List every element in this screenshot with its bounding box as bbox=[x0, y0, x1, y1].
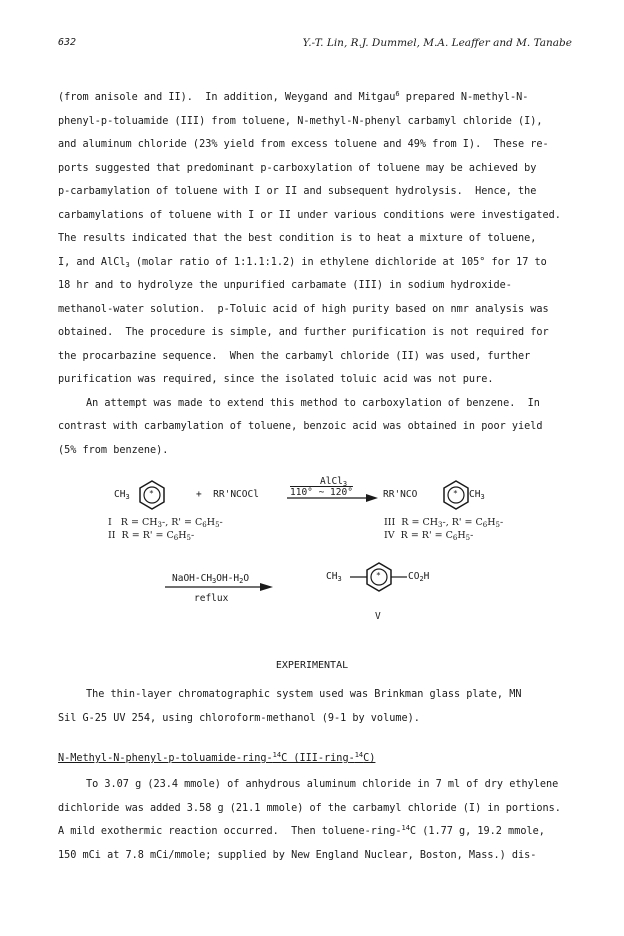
reflux-label: reflux bbox=[194, 593, 229, 604]
text-line: methanol-water solution. p-Toluic acid of high purity based on nmr analysis was bbox=[58, 303, 549, 315]
text-line: 18 hr and to hydrolyze the unpurified carbamate (III) in sodium hydroxide- bbox=[58, 280, 512, 291]
compound-I-definition: I $R = CH_3-$, $R' = C_6H_5-$ bbox=[108, 517, 223, 529]
final-methyl-label: $CH_3$ bbox=[326, 571, 342, 583]
compound-V-label: V bbox=[375, 611, 381, 622]
experimental-paragraph bbox=[58, 683, 574, 730]
product-methyl-label: $CH_3$ bbox=[469, 489, 485, 501]
text-line: the procarbazine sequence. When the carbamyl chloride (II) was used, further bbox=[58, 350, 531, 362]
product-ring-star-label: * bbox=[453, 489, 458, 498]
catalyst-label: AlCl$_3$ bbox=[320, 476, 348, 488]
text-line: An attempt was made to extend this method to carboxylation of benzene. In bbox=[86, 397, 540, 409]
temperature-label: 110° ~ 120° bbox=[290, 487, 353, 498]
text-line: ports suggested that predominant p-carboxylation of toluene may be achieved by bbox=[58, 162, 537, 174]
text-line: Sil G-25 UV 254, using chloroform-methanol (9-1 by volume). bbox=[58, 712, 420, 724]
text-line: p-carbamylation of toluene with I or II and subsequent hydrolysis. Hence, the bbox=[58, 186, 537, 197]
text-line: To 3.07 g (23.4 mmole) of anhydrous aluminum chloride in 7 ml of dry ethylene bbox=[86, 779, 559, 790]
compound-II-definition: II $R = R' = C_6H_5-$ bbox=[108, 530, 195, 542]
final-ring-star-label: * bbox=[376, 571, 381, 580]
text-line: (5% from benzene). bbox=[58, 444, 169, 456]
reaction-arrow-2 bbox=[165, 583, 273, 591]
page-header bbox=[58, 37, 572, 53]
text-line: phenyl-p-toluamide (III) from toluene, N-methyl-N-phenyl carbamyl chloride (I), bbox=[58, 115, 543, 127]
text-line: The thin-layer chromatographic system used was Brinkman glass plate, MN bbox=[86, 689, 522, 700]
text-line: I, and AlCl$_3$ (molar ratio of 1:1.1:1.2) in ethylene dichloride at 105° for 17 to bbox=[58, 256, 547, 269]
section-heading-experimental: EXPERIMENTAL bbox=[275, 660, 349, 671]
carbamyl-chloride-reagent: + RR'NCOCl bbox=[196, 489, 259, 500]
carboxyl-label: $CO_2H$ bbox=[408, 571, 430, 583]
text-line: 150 mCi at 7.8 mCi/mmole; supplied by New England Nuclear, Boston, Mass.) dis- bbox=[58, 849, 537, 861]
text-line: obtained. The procedure is simple, and further purification is not required for bbox=[58, 327, 549, 338]
procedure-paragraph bbox=[58, 773, 574, 867]
compound-III-definition: III $R = CH_3-$, $R' = C_6H_5-$ bbox=[384, 517, 504, 529]
text-line: dichloride was added 3.58 g (21.1 mmole) of the carbamyl chloride (I) in portions. bbox=[58, 802, 561, 814]
compound-title: N-Methyl-N-phenyl-p-toluamide-ring-$^{14}$C (III-ring-$^{14}$C) bbox=[58, 751, 376, 764]
text-line: carbamylations of toluene with I or II under various conditions were investigated. bbox=[58, 209, 561, 221]
hydrolysis-reagent: NaOH-$CH_3OH-H_2O$ bbox=[172, 573, 250, 585]
reactant-methyl-label: $CH_3$ bbox=[114, 489, 130, 501]
product-carbamoyl-label: RR'NCO bbox=[383, 489, 418, 500]
text-line: and aluminum chloride (23% yield from excess toluene and 49% from I). These re- bbox=[58, 139, 549, 150]
subsection-title bbox=[58, 747, 574, 771]
running-head: Y.-T. Lin, R.J. Dummel, M.A. Leaffer and M. Tanabe bbox=[302, 37, 572, 49]
text-line: contrast with carbamylation of toluene, benzoic acid was obtained in poor yield bbox=[58, 421, 543, 432]
text-line: (from anisole and II). In addition, Weygand and Mitgau$^6$ prepared N-methyl-N- bbox=[58, 90, 529, 103]
text-line: A mild exothermic reaction occurred. Then toluene-ring-$^{14}$C (1.77 g, 19.2 mmole, bbox=[58, 824, 545, 837]
text-line: The results indicated that the best condition is to heat a mixture of toluene, bbox=[58, 233, 537, 244]
ring-star-label: * bbox=[149, 489, 154, 498]
page-number: 632 bbox=[58, 37, 77, 48]
text-line: purification was required, since the isolated toluic acid was not pure. bbox=[58, 374, 494, 385]
intro-paragraph bbox=[58, 86, 574, 462]
compound-IV-definition: IV $R = R' = C_6H_5-$ bbox=[384, 530, 474, 542]
